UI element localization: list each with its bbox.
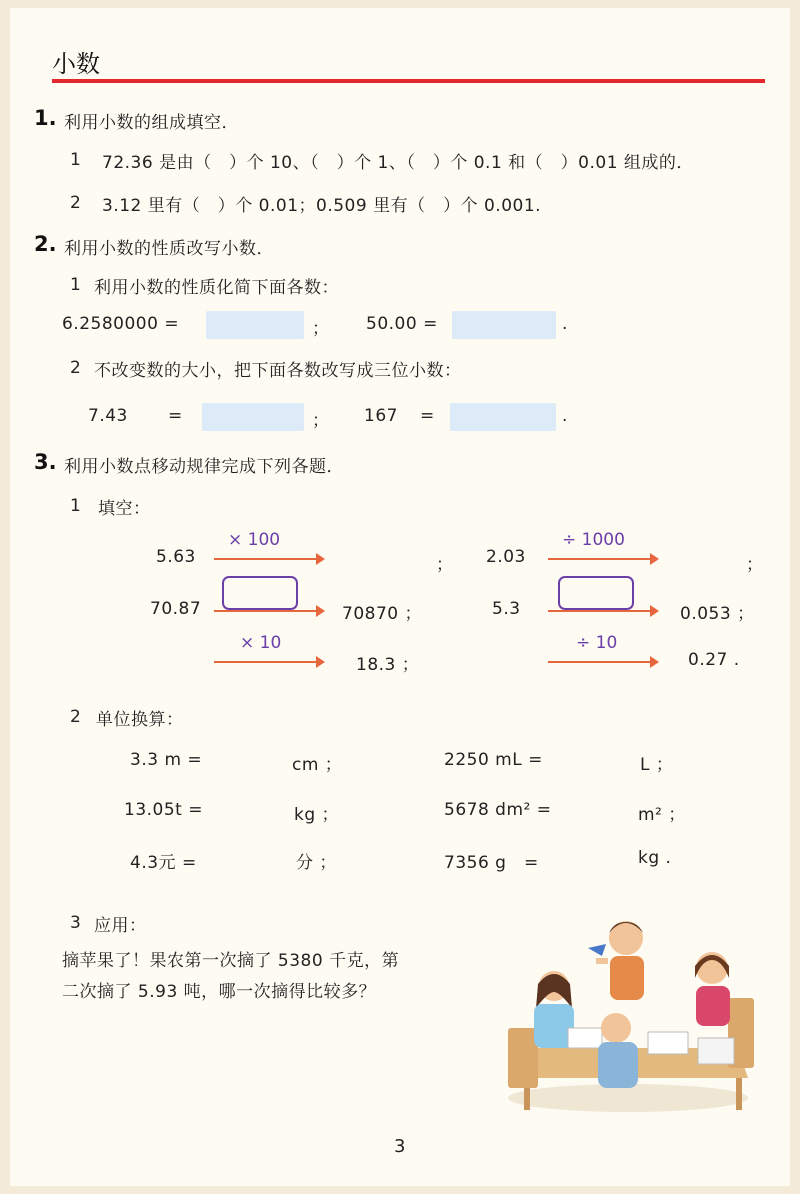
q2-s2-expr-b: 167 <box>364 406 398 426</box>
operation-blank-box[interactable] <box>558 576 634 610</box>
q2-s1-text: 利用小数的性质化简下面各数： <box>94 278 339 298</box>
answer-blank[interactable] <box>452 311 556 339</box>
q1-number: 1. <box>34 106 57 130</box>
separator: ； <box>746 555 764 575</box>
conversion-left: 13.05t = <box>124 800 203 820</box>
answer-blank[interactable] <box>206 311 304 339</box>
q2-s2-number: 2 <box>70 358 81 378</box>
output-number: 0.053 ； <box>680 604 755 624</box>
operation-label: ÷ 10 <box>576 633 618 653</box>
q1-s1-text: 72.36 是由（ ）个 10、（ ）个 1、（ ）个 0.1 和（ ）0.01 组成的． <box>102 153 694 173</box>
page-number: 3 <box>394 1136 406 1157</box>
answer-blank[interactable] <box>450 403 556 431</box>
q2-text: 利用小数的性质改写小数． <box>64 239 274 259</box>
conversion-left-unit: 分 ； <box>296 853 337 873</box>
q3-number: 3. <box>34 450 57 474</box>
q3-s3-text: 应用： <box>94 916 147 936</box>
operation-label: × 100 <box>228 530 281 550</box>
conversion-right: 5678 dm² = <box>444 800 552 820</box>
title-underline <box>52 79 765 83</box>
right-arrow-icon <box>214 661 318 663</box>
separator: ； <box>312 319 330 339</box>
q1-s1-number: 1 <box>70 150 81 170</box>
q3-text: 利用小数点移动规律完成下列各题． <box>64 457 344 477</box>
equals-sign: = <box>420 406 435 426</box>
period: . <box>562 406 568 426</box>
answer-blank[interactable] <box>202 403 304 431</box>
equals-sign: = <box>168 406 183 426</box>
conversion-left: 3.3 m = <box>130 750 203 770</box>
input-number: 2.03 <box>486 547 526 567</box>
students-studying-illustration <box>498 908 758 1118</box>
q3-s2-number: 2 <box>70 707 81 727</box>
q3-s1-number: 1 <box>70 496 81 516</box>
q3-s3-number: 3 <box>70 913 81 933</box>
q2-s2-expr-a: 7.43 <box>88 406 128 426</box>
input-number: 70.87 <box>150 599 202 619</box>
word-problem-line: 摘苹果了！果农第一次摘了 5380 千克，第 <box>62 951 400 971</box>
conversion-right-unit: m² ； <box>638 805 686 825</box>
conversion-right-unit: kg . <box>638 848 672 868</box>
output-number: 70870 ； <box>342 604 422 624</box>
q3-s1-text: 填空： <box>98 499 151 519</box>
q2-s2-text: 不改变数的大小，把下面各数改写成三位小数： <box>94 361 462 381</box>
q1-text: 利用小数的组成填空． <box>64 113 239 133</box>
conversion-left-unit: cm ； <box>292 755 343 775</box>
word-problem-line: 二次摘了 5.93 吨，哪一次摘得比较多？ <box>62 982 377 1002</box>
input-number: 5.63 <box>156 547 196 567</box>
output-number: 18.3 ； <box>356 655 420 675</box>
conversion-left: 4.3元 = <box>130 853 197 873</box>
right-arrow-icon <box>548 558 652 560</box>
q1-s2-text: 3.12 里有（ ）个 0.01；0.509 里有（ ）个 0.001. <box>102 196 542 216</box>
right-arrow-icon <box>548 661 652 663</box>
conversion-right-unit: L ； <box>640 755 674 775</box>
right-arrow-icon <box>214 558 318 560</box>
operation-blank-box[interactable] <box>222 576 298 610</box>
q2-s1-expr-a: 6.2580000 = <box>62 314 180 334</box>
q2-s1-number: 1 <box>70 275 81 295</box>
conversion-right: 2250 mL = <box>444 750 543 770</box>
right-arrow-icon <box>214 610 318 612</box>
conversion-right: 7356 g = <box>444 853 539 873</box>
period: . <box>562 314 568 334</box>
q2-s1-expr-b: 50.00 = <box>366 314 438 334</box>
q1-s2-number: 2 <box>70 193 81 213</box>
section-title: 小数 <box>52 50 100 78</box>
output-number: 0.27 . <box>688 650 740 670</box>
conversion-left-unit: kg ； <box>294 805 340 825</box>
operation-label: × 10 <box>240 633 282 653</box>
separator: ； <box>312 411 330 431</box>
operation-label: ÷ 1000 <box>562 530 625 550</box>
right-arrow-icon <box>548 610 652 612</box>
input-number: 5.3 <box>492 599 521 619</box>
q2-number: 2. <box>34 232 57 256</box>
q3-s2-text: 单位换算： <box>96 710 184 730</box>
separator: ； <box>436 555 454 575</box>
